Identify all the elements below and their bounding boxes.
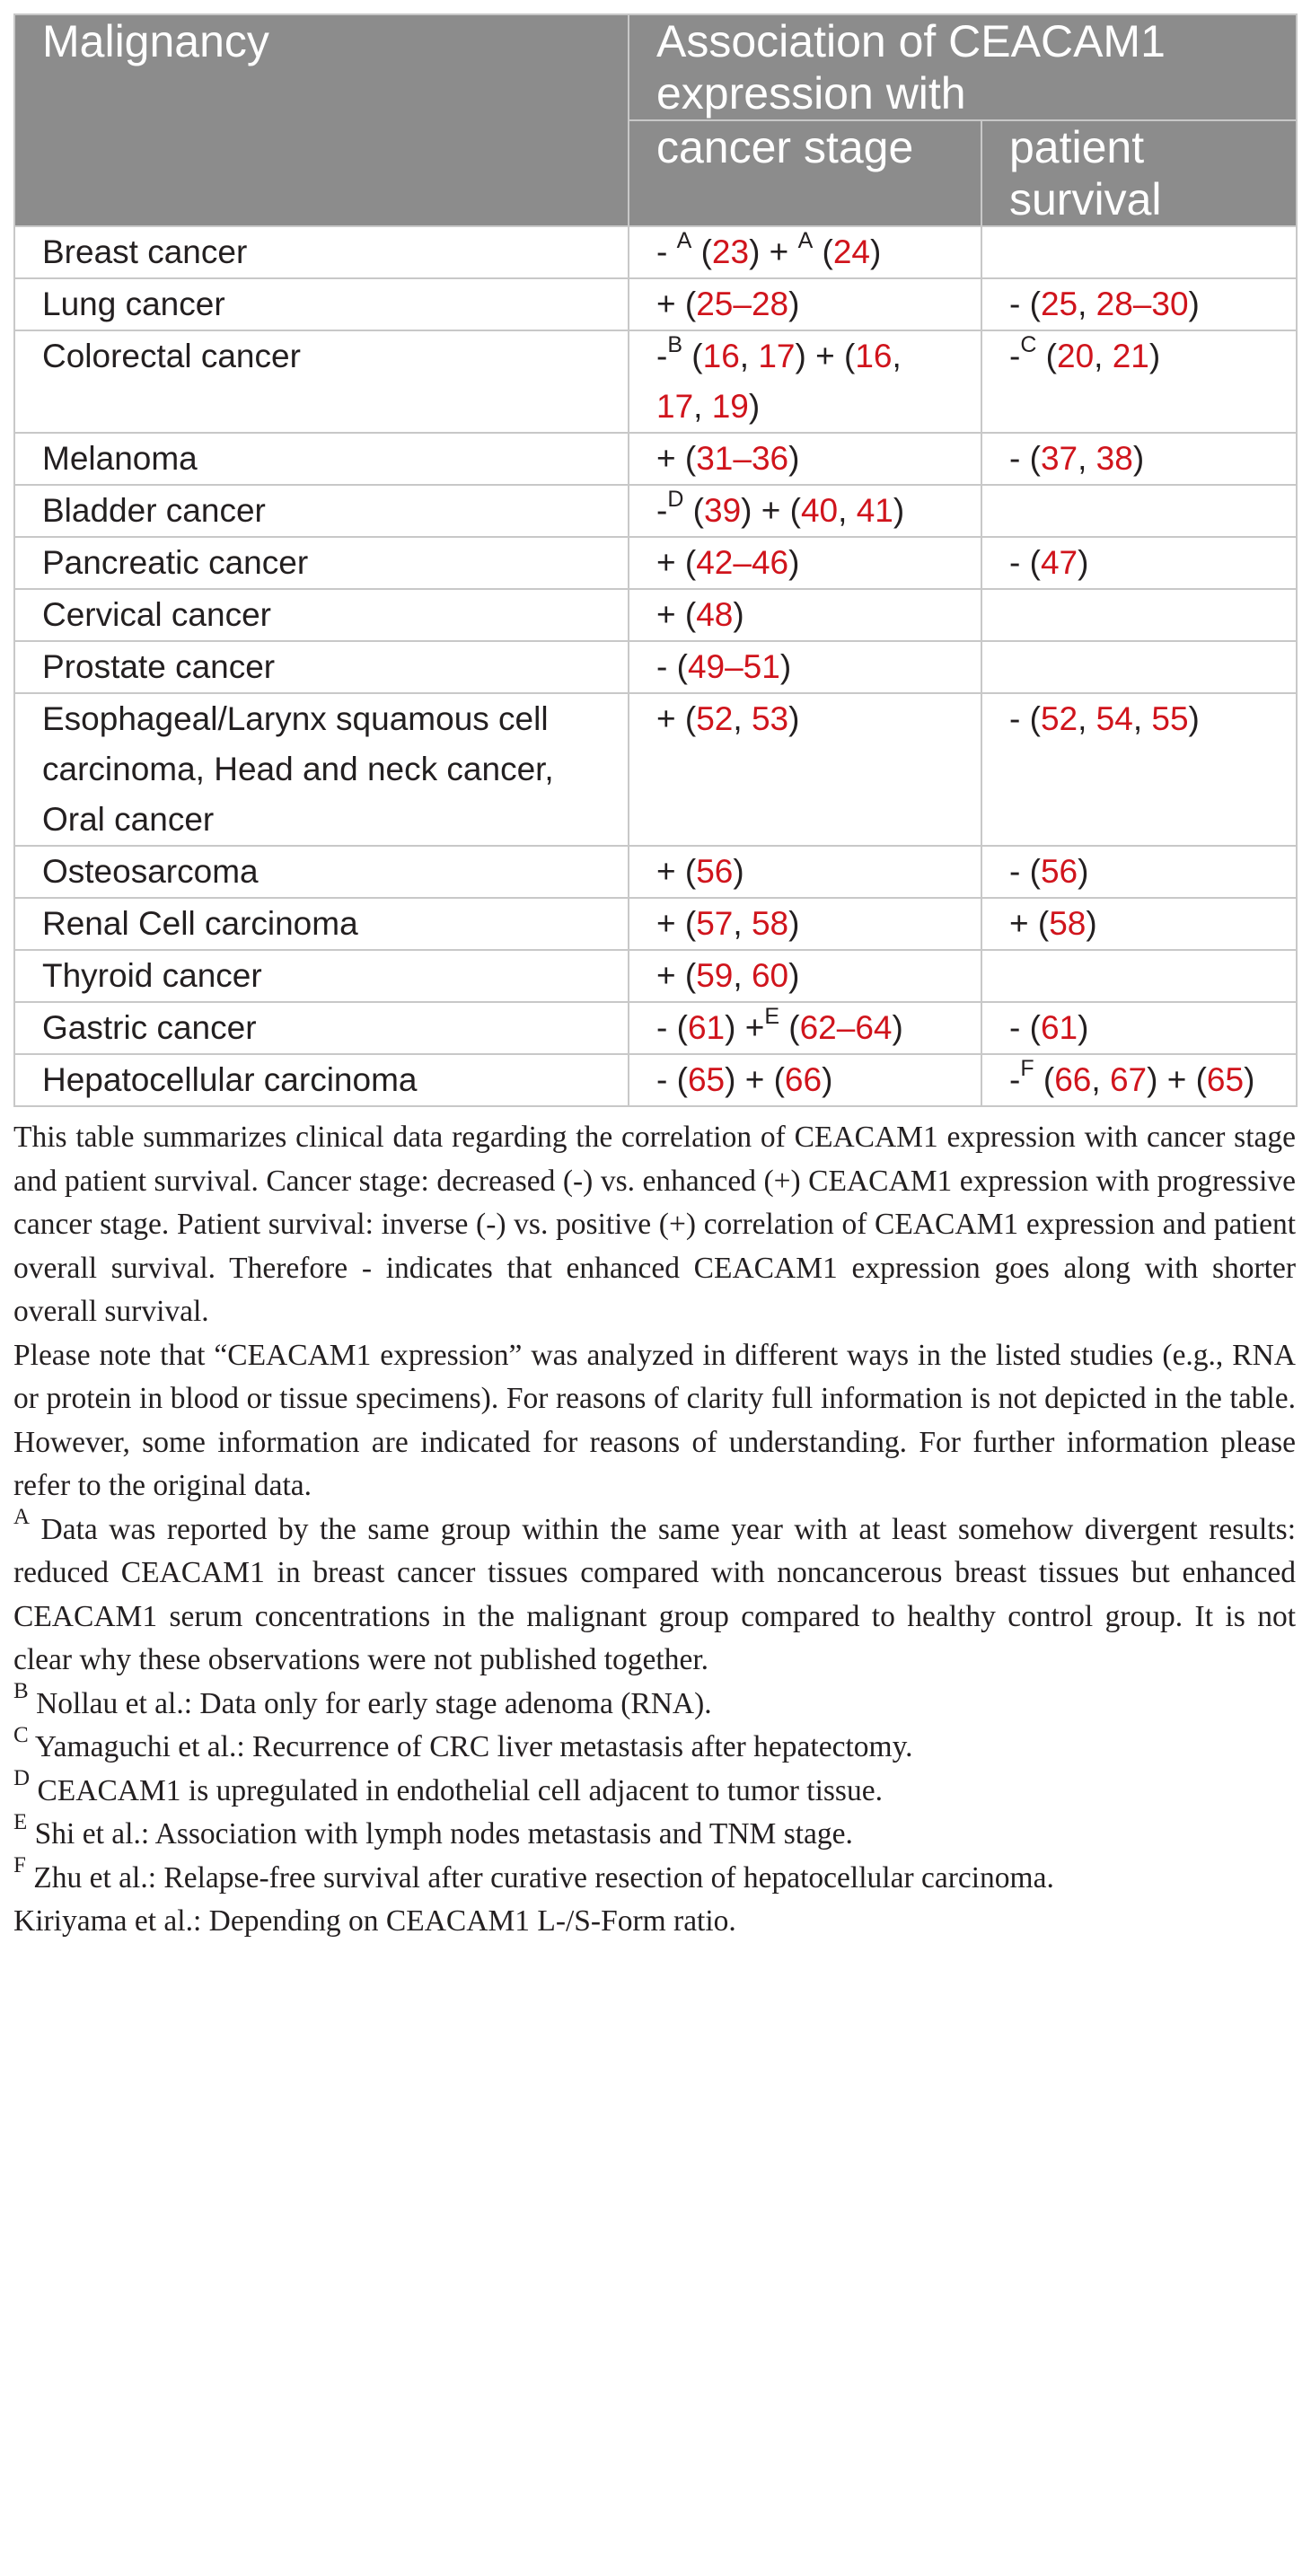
footnote-text: Shi et al.: Association with lymph nodes metastasis and TNM stage. (27, 1817, 853, 1851)
malignancy-cell: Gastric cancer (14, 1002, 629, 1054)
footnote-marker: B (667, 331, 683, 357)
patient-survival-cell (981, 1054, 1297, 1106)
footnote-marker: D (13, 1766, 31, 1791)
reference-link[interactable]: 41 (856, 492, 893, 529)
cell-text: - (1009, 1061, 1021, 1098)
reference-link[interactable]: 66 (1054, 1061, 1092, 1098)
patient-survival-cell (981, 537, 1297, 589)
footnote-marker: A (13, 1505, 31, 1530)
cell-text: + ( (656, 905, 697, 942)
footnote-final-line: Kiriyama et al.: Depending on CEACAM1 L-/S-Form ratio. (13, 1904, 736, 1938)
cell-text: ) (1132, 440, 1145, 477)
cell-text: + ( (656, 596, 697, 633)
table-row (14, 485, 1297, 537)
cancer-stage-cell (629, 1054, 981, 1106)
table-body (14, 226, 1297, 1106)
malignancy-cell: Pancreatic cancer (14, 537, 629, 589)
footnote-marker: F (1020, 1055, 1034, 1081)
cancer-stage-cell (629, 1002, 981, 1054)
reference-link[interactable]: 25–28 (696, 286, 789, 322)
patient-survival-cell (981, 330, 1297, 433)
cell-text: , (1094, 338, 1113, 374)
footnote-f (13, 1853, 1296, 1901)
patient-survival-cell (981, 1002, 1297, 1054)
cancer-stage-cell (629, 278, 981, 330)
cell-text: ) (1086, 905, 1097, 942)
reference-link[interactable]: 42–46 (696, 544, 789, 581)
table-header (14, 14, 1297, 226)
cell-text: ) (733, 596, 744, 633)
cancer-stage-cell (629, 330, 981, 433)
cancer-stage-cell (629, 846, 981, 898)
reference-link[interactable]: 17 (758, 338, 796, 374)
cell-text: + ( (656, 853, 697, 890)
footnote-marker: F (13, 1853, 26, 1878)
malignancy-cell: Osteosarcoma (14, 846, 629, 898)
cell-text: ) + ( (725, 1061, 785, 1098)
cell-text: ) (788, 957, 800, 994)
patient-survival-cell (981, 589, 1297, 641)
footnote-text: Nollau et al.: Data only for early stage adenoma (RNA). (28, 1686, 712, 1720)
footnote-marker: A (797, 227, 814, 253)
reference-link[interactable]: 20 (1057, 338, 1095, 374)
reference-link[interactable]: 39 (704, 492, 742, 529)
cell-text: , (1132, 700, 1152, 737)
cell-text: - ( (1009, 1009, 1041, 1046)
cell-text: ) (788, 286, 800, 322)
cell-text: - ( (1009, 853, 1041, 890)
cancer-stage-cell (629, 226, 981, 278)
reference-link[interactable]: 48 (696, 596, 734, 633)
cell-text: ) (788, 905, 800, 942)
reference-link[interactable]: 56 (1040, 853, 1078, 890)
footnote-text: Data was reported by the same group within the same year with at least somehow divergent results: reduced CEACAM1 in breast cancer tissues compared with noncancerous breast tissues but enhanced CEACAM1 serum concentrations in the malignant group compared to healthy control group. It is not clear why these observations were not published together. (13, 1512, 1296, 1676)
reference-link[interactable]: 67 (1109, 1061, 1148, 1098)
cell-text: - ( (1009, 286, 1041, 322)
cell-text: ) (892, 1009, 903, 1046)
table-row (14, 278, 1297, 330)
cell-text: , (733, 905, 752, 942)
cell-text: + ( (656, 440, 697, 477)
cell-text: ( (683, 492, 704, 529)
reference-link[interactable]: 54 (1095, 700, 1133, 737)
cancer-stage-cell (629, 693, 981, 846)
patient-survival-cell (981, 693, 1297, 846)
reference-link[interactable]: 58 (751, 905, 789, 942)
cell-text: ) (788, 440, 800, 477)
summary-note: This table summarizes clinical data regarding the correlation of CEACAM1 expression with cancer stage and patient survival. Cancer stage: decreased (-) vs. enhanced (+) CEACAM1 expression with progressive cancer stage. Patient survival: inverse (-) vs. positive (+) correlation of CEACAM1 expression and patient overall survival. Therefore - indicates that enhanced CEACAM1 expression goes along with shorter overall survival. (13, 1121, 1296, 1328)
cell-text: ( (813, 233, 833, 270)
reference-link[interactable]: 28–30 (1095, 286, 1189, 322)
cell-text: ) (870, 233, 882, 270)
table-row (14, 641, 1297, 693)
cell-text: ) (733, 853, 744, 890)
malignancy-cell: Bladder cancer (14, 485, 629, 537)
reference-link[interactable]: 19 (711, 388, 749, 425)
footnote-marker: E (13, 1809, 28, 1834)
reference-link[interactable]: 25 (1040, 286, 1078, 322)
malignancy-cell: Lung cancer (14, 278, 629, 330)
table-notes (13, 1116, 1296, 1944)
ceacam1-malignancy-table (13, 13, 1298, 1107)
footnote-marker: B (13, 1679, 29, 1704)
reference-link[interactable]: 59 (696, 957, 734, 994)
reference-link[interactable]: 61 (1040, 1009, 1078, 1046)
header-malignancy: Malignancy (14, 14, 629, 226)
cancer-stage-cell (629, 433, 981, 485)
cell-text: ) (1078, 853, 1089, 890)
table-row (14, 846, 1297, 898)
reference-link[interactable]: 16 (702, 338, 740, 374)
reference-link[interactable]: 31–36 (696, 440, 789, 477)
please-note: Please note that “CEACAM1 expression” was analyzed in different ways in the listed studies (e.g., RNA or protein in blood or tissue specimens). For reasons of clarity full information is not depicted in the table. However, some information are indicated for reasons of understanding. For further information please refer to the original data. (13, 1338, 1296, 1502)
reference-link[interactable]: 24 (832, 233, 871, 270)
cell-text: ( (682, 338, 703, 374)
cell-text: ) (1078, 544, 1089, 581)
footnote-text: Zhu et al.: Relapse-free survival after curative resection of hepatocellular carcinoma. (25, 1860, 1054, 1895)
cancer-stage-cell (629, 537, 981, 589)
cell-text: ) (779, 648, 792, 685)
malignancy-cell: Breast cancer (14, 226, 629, 278)
reference-link[interactable]: 49–51 (687, 648, 780, 685)
cancer-stage-cell (629, 589, 981, 641)
footnote-text: CEACAM1 is upregulated in endothelial cell adjacent to tumor tissue. (30, 1773, 883, 1807)
reference-link[interactable]: 65 (687, 1061, 726, 1098)
patient-survival-cell (981, 641, 1297, 693)
cell-text: ) (1148, 338, 1161, 374)
footnote-c (13, 1722, 1296, 1770)
reference-link[interactable]: 66 (784, 1061, 823, 1098)
table-row (14, 950, 1297, 1002)
patient-survival-cell (981, 278, 1297, 330)
cell-text: , (1078, 440, 1096, 477)
patient-survival-cell (981, 433, 1297, 485)
cell-text: ) (1188, 700, 1200, 737)
cancer-stage-cell (629, 485, 981, 537)
reference-link[interactable]: 60 (751, 957, 789, 994)
reference-link[interactable]: 17 (656, 388, 694, 425)
footnote-text: Yamaguchi et al.: Recurrence of CRC liver metastasis after hepatectomy. (28, 1730, 913, 1763)
table-row (14, 693, 1297, 846)
cell-text: , (892, 338, 902, 374)
cell-text: ( (691, 233, 712, 270)
reference-link[interactable]: 62–64 (799, 1009, 893, 1046)
malignancy-cell: Prostate cancer (14, 641, 629, 693)
table-row (14, 226, 1297, 278)
cell-text: ) + (749, 233, 798, 270)
cell-text: ) (822, 1061, 833, 1098)
reference-link[interactable]: 37 (1040, 440, 1078, 477)
footnote-e (13, 1809, 1296, 1857)
cell-text: - (656, 338, 668, 374)
cell-text: , (1091, 1061, 1110, 1098)
reference-link[interactable]: 16 (855, 338, 893, 374)
patient-survival-cell (981, 898, 1297, 950)
header-cancer-stage: cancer stage (629, 120, 981, 226)
table-row (14, 433, 1297, 485)
cell-text: + ( (656, 700, 697, 737)
table-row (14, 898, 1297, 950)
malignancy-cell: Melanoma (14, 433, 629, 485)
cell-text: ) + ( (1147, 1061, 1207, 1098)
cell-text: - ( (1009, 544, 1041, 581)
cell-text: + ( (656, 286, 697, 322)
cell-text: - (1009, 338, 1021, 374)
cell-text: , (733, 700, 752, 737)
cell-text: , (739, 338, 759, 374)
footnote-marker: C (13, 1722, 29, 1747)
cell-text: , (1078, 700, 1096, 737)
footnote-b (13, 1679, 1296, 1727)
reference-link[interactable]: 65 (1206, 1061, 1245, 1098)
reference-link[interactable]: 57 (696, 905, 734, 942)
cell-text: - (656, 233, 677, 270)
malignancy-cell: Cervical cancer (14, 589, 629, 641)
table-row (14, 1002, 1297, 1054)
reference-link[interactable]: 47 (1040, 544, 1078, 581)
malignancy-cell: Hepatocellular carcinoma (14, 1054, 629, 1106)
cell-text: , (693, 388, 712, 425)
patient-survival-cell (981, 950, 1297, 1002)
cell-text: ) (788, 700, 800, 737)
cell-text: - ( (656, 648, 688, 685)
footnote-marker: A (676, 227, 692, 253)
cell-text: - ( (656, 1061, 688, 1098)
header-patient-survival: patient survival (981, 120, 1297, 226)
table-row (14, 330, 1297, 433)
cell-text: - ( (1009, 700, 1041, 737)
malignancy-cell: Thyroid cancer (14, 950, 629, 1002)
cell-text: - ( (656, 1009, 688, 1046)
table-row (14, 589, 1297, 641)
cell-text: ) + ( (741, 492, 801, 529)
reference-link[interactable]: 52 (696, 700, 734, 737)
cell-text: , (733, 957, 752, 994)
cell-text: ) + ( (795, 338, 856, 374)
cell-text: ) (1078, 1009, 1089, 1046)
cell-text: ) (1188, 286, 1200, 322)
table-row (14, 537, 1297, 589)
cell-text: ( (779, 1009, 800, 1046)
malignancy-cell: Colorectal cancer (14, 330, 629, 433)
cell-text: - (656, 492, 668, 529)
cancer-stage-cell (629, 898, 981, 950)
reference-link[interactable]: 40 (800, 492, 839, 529)
cancer-stage-cell (629, 950, 981, 1002)
footnote-marker: D (667, 486, 684, 512)
reference-link[interactable]: 61 (687, 1009, 726, 1046)
cell-text: , (838, 492, 857, 529)
footnote-marker: C (1020, 331, 1037, 357)
cell-text: , (1078, 286, 1096, 322)
malignancy-cell: Esophageal/Larynx squamous cell carcinoma, Head and neck cancer, Oral cancer (14, 693, 629, 846)
malignancy-cell: Renal Cell carcinoma (14, 898, 629, 950)
footnote-a (13, 1505, 1296, 1683)
cell-text: ( (1036, 338, 1057, 374)
footnotes (13, 1505, 1296, 1901)
cell-text: - ( (1009, 440, 1041, 477)
reference-link[interactable]: 21 (1112, 338, 1149, 374)
cell-text: ) (1244, 1061, 1255, 1098)
patient-survival-cell (981, 846, 1297, 898)
cell-text: + ( (656, 957, 697, 994)
reference-link[interactable]: 23 (711, 233, 750, 270)
table-row (14, 1054, 1297, 1106)
cell-text: + ( (656, 544, 697, 581)
patient-survival-cell (981, 485, 1297, 537)
cell-text: ) + (725, 1009, 765, 1046)
reference-link[interactable]: 53 (751, 700, 789, 737)
header-association: Association of CEACAM1 expression with (629, 14, 1297, 120)
cell-text: + ( (1009, 905, 1050, 942)
cancer-stage-cell (629, 641, 981, 693)
cell-text: ) (788, 544, 800, 581)
cell-text: ) (748, 388, 761, 425)
footnote-marker: E (764, 1003, 779, 1029)
cell-text: ( (1034, 1061, 1055, 1098)
reference-link[interactable]: 56 (696, 853, 734, 890)
reference-link[interactable]: 55 (1151, 700, 1189, 737)
patient-survival-cell (981, 226, 1297, 278)
reference-link[interactable]: 58 (1049, 905, 1087, 942)
reference-link[interactable]: 38 (1095, 440, 1133, 477)
cell-text: ) (893, 492, 905, 529)
reference-link[interactable]: 52 (1040, 700, 1078, 737)
footnote-d (13, 1766, 1296, 1814)
